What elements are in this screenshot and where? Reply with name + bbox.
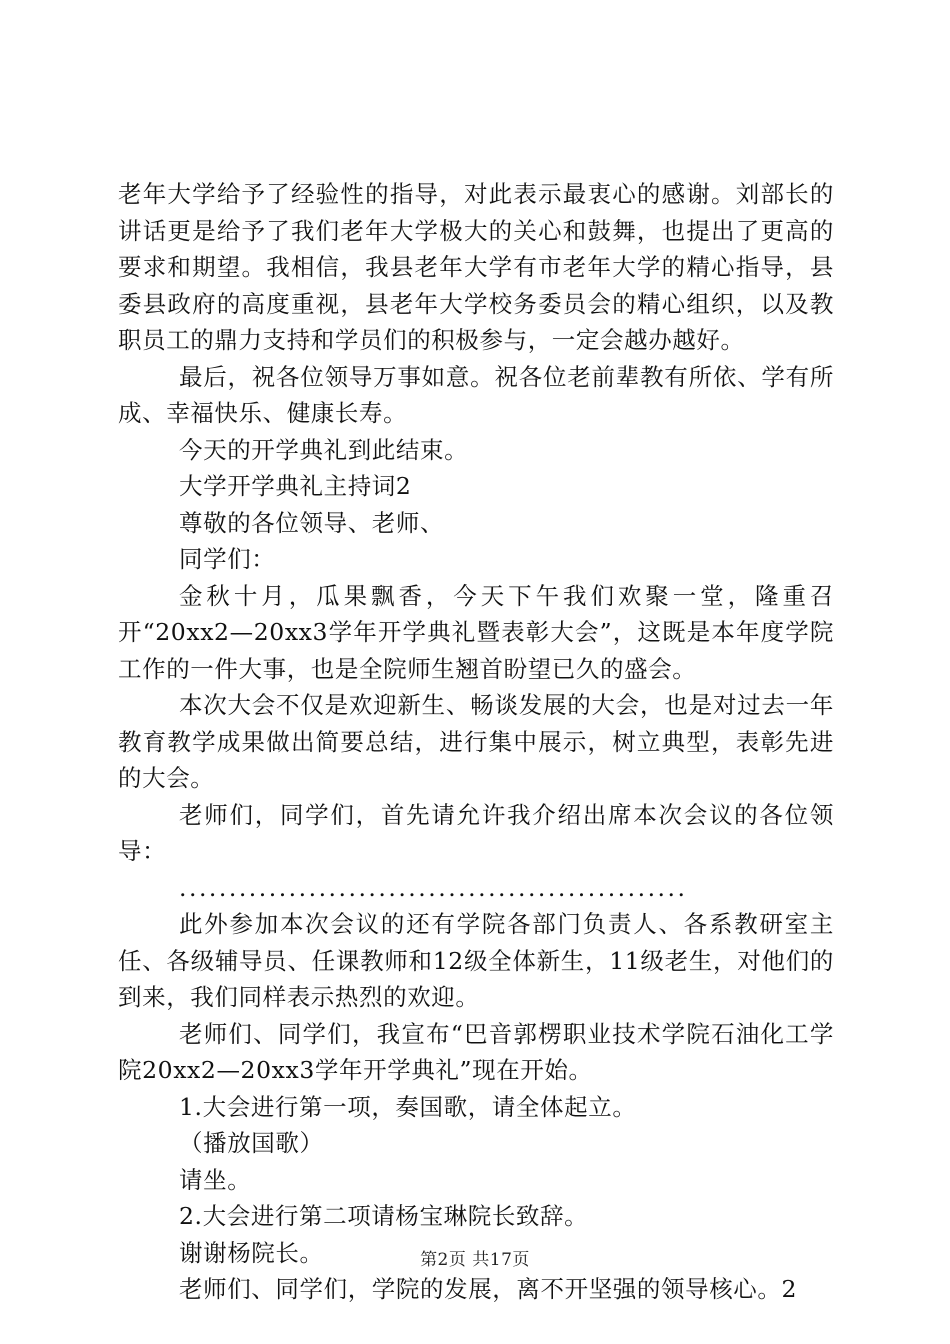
- paragraph-closing-wishes: 最后，祝各位领导万事如意。祝各位老前辈教有所依、学有所成、幸福快乐、健康长寿。: [118, 362, 834, 427]
- paragraph-introduce-leaders: 老师们，同学们，首先请允许我介绍出席本次会议的各位领导：: [118, 800, 834, 865]
- document-body: [118, 176, 834, 1308]
- page-number-footer: 第2页 共17页: [420, 1250, 530, 1270]
- dotted-placeholder-line: ...................................................: [179, 873, 688, 902]
- paragraph-ceremony-end: 今天的开学典礼到此结束。: [179, 435, 469, 464]
- instruction-sit: 请坐。: [179, 1165, 252, 1194]
- paragraph-other-attendees: 此外参加本次会议的还有学院各部门负责人、各系教研室主任、各级辅导员、任课教师和12级全体新生，11级老生，对他们的到来，我们同样表示热烈的欢迎。: [118, 910, 834, 1011]
- paragraph-leadership-core: 老师们、同学们，学院的发展，离不开坚强的领导核心。2: [179, 1275, 798, 1303]
- stage-direction: （播放国歌）: [179, 1129, 324, 1157]
- thanks-line: 谢谢杨院长。: [179, 1238, 324, 1267]
- agenda-item-1: 1.大会进行第一项，奏国歌，请全体起立。: [179, 1092, 637, 1121]
- agenda-item-2: 2.大会进行第二项请杨宝琳院长致辞。: [179, 1202, 589, 1230]
- salutation-line-2: 同学们：: [179, 545, 276, 573]
- section-title: 大学开学典礼主持词2: [179, 472, 412, 500]
- paragraph-meeting-purpose: 本次大会不仅是欢迎新生、畅谈发展的大会，也是对过去一年教育教学成果做出简要总结，进行集中展示，树立典型，表彰先进的大会。: [118, 691, 834, 792]
- salutation-line-1: 尊敬的各位领导、老师、: [179, 508, 445, 537]
- paragraph-opening: 金秋十月，瓜果飘香，今天下午我们欢聚一堂，隆重召开“20xx2—20xx3学年开学典礼暨表彰大会”，这既是本年度学院工作的一件大事，也是全院师生翘首盼望已久的盛会。: [118, 581, 834, 683]
- paragraph-announcement: 老师们、同学们，我宣布“巴音郭楞职业技术学院石油化工学院20xx2—20xx3学年开学典礼”现在开始。: [118, 1019, 834, 1084]
- paragraph-continuation: 老年大学给予了经验性的指导，对此表示最衷心的感谢。刘部长的讲话更是给予了我们老年大学极大的关心和鼓舞，也提出了更高的要求和期望。我相信，我县老年大学有市老年大学的精心指导，县委县政府的高度重视，县老年大学校务委员会的精心组织，以及教职员工的鼎力支持和学员们的积极参与，一定会越办越好。: [118, 180, 834, 354]
